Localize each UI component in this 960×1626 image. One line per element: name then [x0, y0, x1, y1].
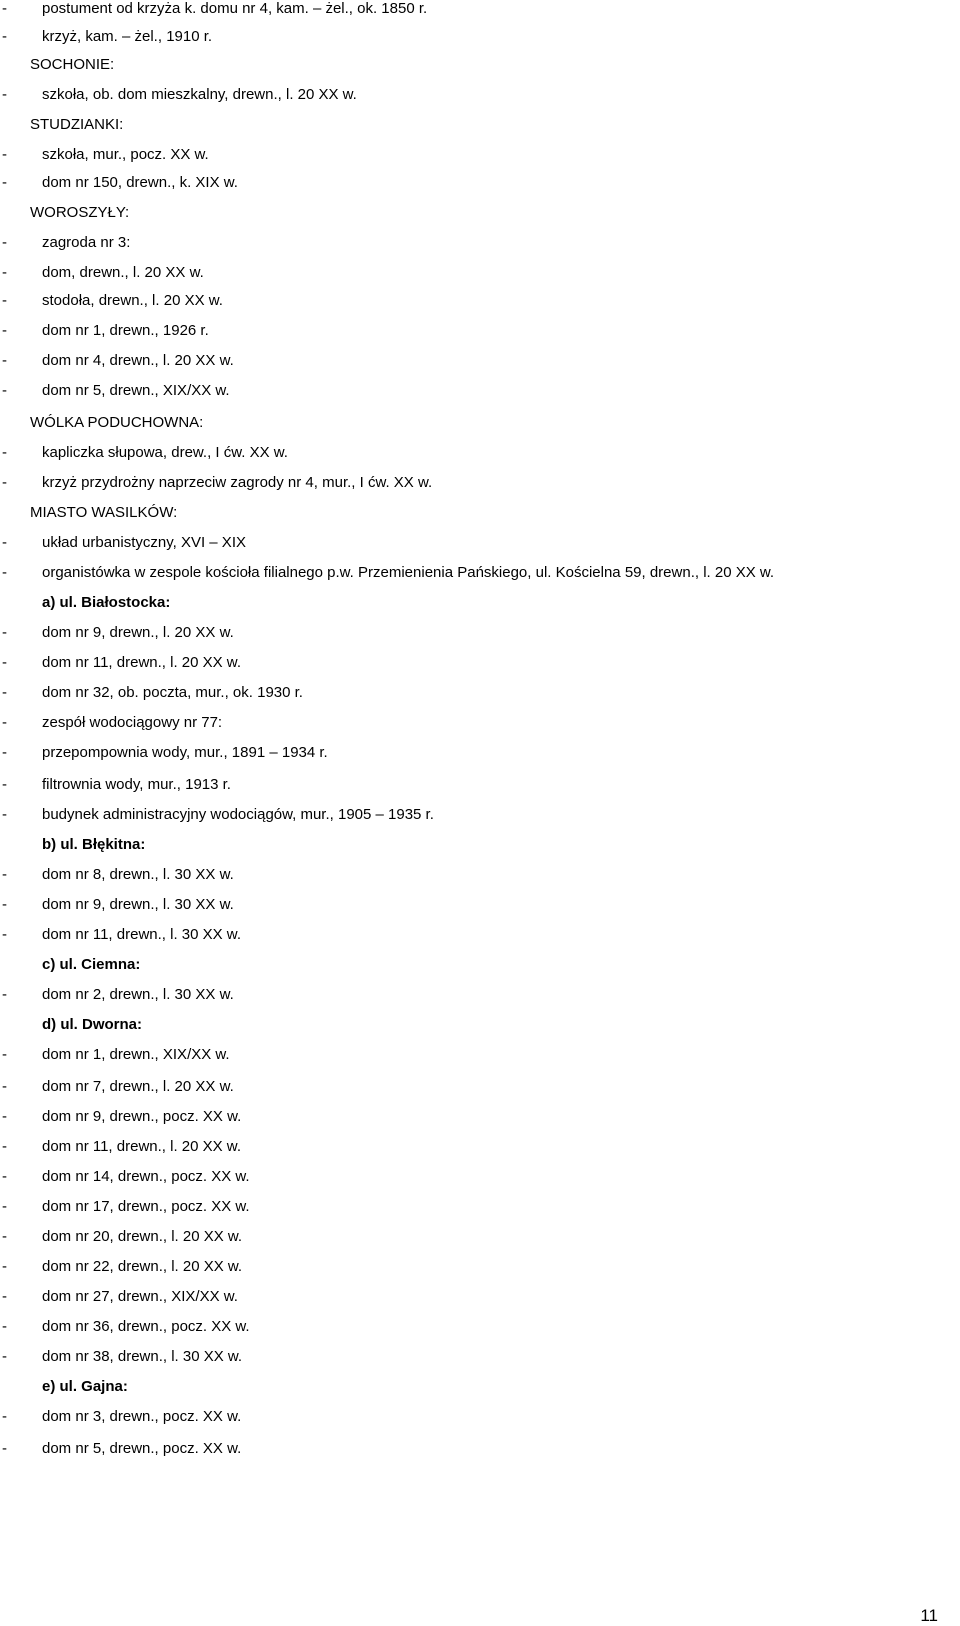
list-bullet-dash: -: [2, 1258, 7, 1275]
line-text: d) ul. Dworna:: [42, 1016, 142, 1033]
list-bullet-dash: -: [2, 264, 7, 281]
line-text: dom nr 14, drewn., pocz. XX w.: [42, 1168, 250, 1185]
list-bullet-dash: -: [2, 654, 7, 671]
list-bullet-dash: -: [2, 1288, 7, 1305]
line-text: dom nr 7, drewn., l. 20 XX w.: [42, 1078, 234, 1095]
line-text: dom nr 32, ob. poczta, mur., ok. 1930 r.: [42, 684, 303, 701]
line-text: dom nr 5, drewn., XIX/XX w.: [42, 382, 230, 399]
list-bullet-dash: -: [2, 744, 7, 761]
list-bullet-dash: -: [2, 292, 7, 309]
line-text: zagroda nr 3:: [42, 234, 131, 251]
line-text: dom nr 22, drewn., l. 20 XX w.: [42, 1258, 243, 1275]
list-bullet-dash: -: [2, 1408, 7, 1425]
line-text: STUDZIANKI:: [30, 116, 124, 133]
list-bullet-dash: -: [2, 322, 7, 339]
line-text: krzyż przydrożny naprzeciw zagrody nr 4, mur., I ćw. XX w.: [42, 474, 433, 491]
line-text: przepompownia wody, mur., 1891 – 1934 r.: [42, 744, 328, 761]
list-bullet-dash: -: [2, 926, 7, 943]
list-bullet-dash: -: [2, 776, 7, 793]
line-text: filtrownia wody, mur., 1913 r.: [42, 776, 231, 793]
list-bullet-dash: -: [2, 474, 7, 491]
list-bullet-dash: -: [2, 866, 7, 883]
list-bullet-dash: -: [2, 714, 7, 731]
line-text: WOROSZYŁY:: [30, 204, 130, 221]
list-bullet-dash: -: [2, 28, 7, 45]
line-text: krzyż, kam. – żel., 1910 r.: [42, 28, 213, 45]
list-bullet-dash: -: [2, 896, 7, 913]
list-bullet-dash: -: [2, 1168, 7, 1185]
list-bullet-dash: -: [2, 684, 7, 701]
line-text: stodoła, drewn., l. 20 XX w.: [42, 292, 223, 309]
line-text: dom nr 4, drewn., l. 20 XX w.: [42, 352, 234, 369]
line-text: dom nr 1, drewn., XIX/XX w.: [42, 1046, 230, 1063]
list-bullet-dash: -: [2, 0, 7, 17]
list-bullet-dash: -: [2, 382, 7, 399]
line-text: szkoła, ob. dom mieszkalny, drewn., l. 20 XX w.: [42, 86, 357, 103]
line-text: SOCHONIE:: [30, 56, 115, 73]
line-text: MIASTO WASILKÓW:: [30, 504, 178, 521]
line-text: dom nr 9, drewn., l. 20 XX w.: [42, 624, 234, 641]
list-bullet-dash: -: [2, 1138, 7, 1155]
line-text: dom nr 3, drewn., pocz. XX w.: [42, 1408, 242, 1425]
line-text: budynek administracyjny wodociągów, mur., 1905 – 1935 r.: [42, 806, 434, 823]
line-text: szkoła, mur., pocz. XX w.: [42, 146, 209, 163]
list-bullet-dash: -: [2, 1440, 7, 1457]
list-bullet-dash: -: [2, 1228, 7, 1245]
list-bullet-dash: -: [2, 352, 7, 369]
line-text: dom nr 2, drewn., l. 30 XX w.: [42, 986, 234, 1003]
line-text: a) ul. Białostocka:: [42, 594, 171, 611]
line-text: postument od krzyża k. domu nr 4, kam. – żel., ok. 1850 r.: [42, 0, 428, 17]
line-text: b) ul. Błękitna:: [42, 836, 146, 853]
list-bullet-dash: -: [2, 1078, 7, 1095]
line-text: dom nr 27, drewn., XIX/XX w.: [42, 1288, 238, 1305]
line-text: układ urbanistyczny, XVI – XIX: [42, 534, 246, 551]
line-text: dom nr 9, drewn., l. 30 XX w.: [42, 896, 234, 913]
list-bullet-dash: -: [2, 986, 7, 1003]
list-bullet-dash: -: [2, 624, 7, 641]
line-text: dom nr 38, drewn., l. 30 XX w.: [42, 1348, 243, 1365]
list-bullet-dash: -: [2, 806, 7, 823]
line-text: dom nr 17, drewn., pocz. XX w.: [42, 1198, 250, 1215]
list-bullet-dash: -: [2, 234, 7, 251]
line-text: e) ul. Gajna:: [42, 1378, 128, 1395]
line-text: dom nr 36, drewn., pocz. XX w.: [42, 1318, 250, 1335]
line-text: dom, drewn., l. 20 XX w.: [42, 264, 204, 281]
line-text: organistówka w zespole kościoła filialnego p.w. Przemienienia Pańskiego, ul. Kościelna 59, drewn., l. 20 XX w.: [42, 564, 775, 581]
list-bullet-dash: -: [2, 86, 7, 103]
list-bullet-dash: -: [2, 1318, 7, 1335]
line-text: dom nr 9, drewn., pocz. XX w.: [42, 1108, 242, 1125]
list-bullet-dash: -: [2, 1046, 7, 1063]
line-text: dom nr 8, drewn., l. 30 XX w.: [42, 866, 234, 883]
line-text: zespół wodociągowy nr 77:: [42, 714, 223, 731]
line-text: dom nr 5, drewn., pocz. XX w.: [42, 1440, 242, 1457]
line-text: dom nr 11, drewn., l. 20 XX w.: [42, 654, 241, 671]
page-number: 11: [920, 1606, 938, 1625]
line-text: dom nr 150, drewn., k. XIX w.: [42, 174, 238, 191]
list-bullet-dash: -: [2, 1348, 7, 1365]
list-bullet-dash: -: [2, 146, 7, 163]
list-bullet-dash: -: [2, 174, 7, 191]
line-text: dom nr 11, drewn., l. 20 XX w.: [42, 1138, 241, 1155]
line-text: dom nr 11, drewn., l. 30 XX w.: [42, 926, 241, 943]
line-text: dom nr 1, drewn., 1926 r.: [42, 322, 209, 339]
list-bullet-dash: -: [2, 534, 7, 551]
line-text: kapliczka słupowa, drew., I ćw. XX w.: [42, 444, 288, 461]
list-bullet-dash: -: [2, 1108, 7, 1125]
line-text: c) ul. Ciemna:: [42, 956, 141, 973]
line-text: dom nr 20, drewn., l. 20 XX w.: [42, 1228, 243, 1245]
list-bullet-dash: -: [2, 1198, 7, 1215]
list-bullet-dash: -: [2, 444, 7, 461]
line-text: WÓLKA PODUCHOWNA:: [30, 414, 204, 431]
list-bullet-dash: -: [2, 564, 7, 581]
